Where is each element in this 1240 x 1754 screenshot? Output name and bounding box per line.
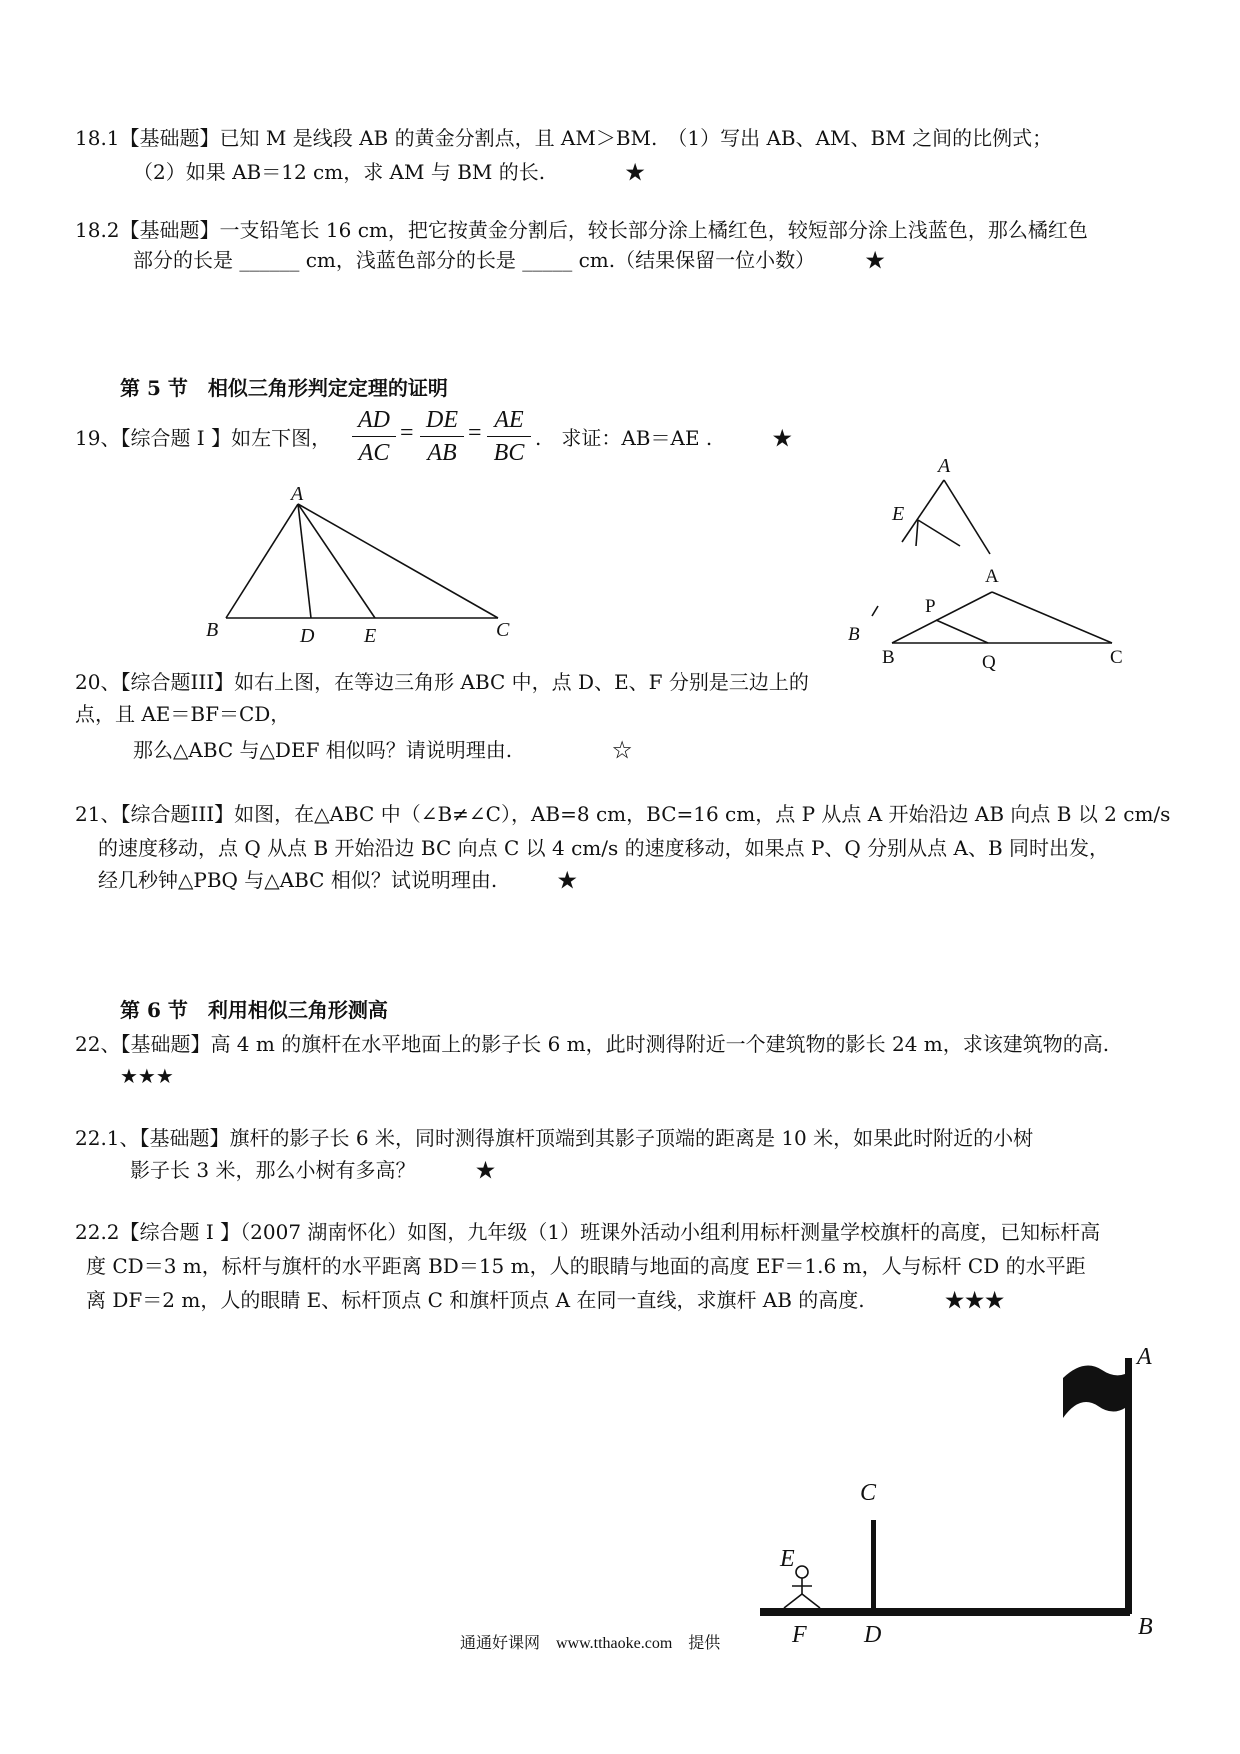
- q20-line1: 20、【综合题III】如右上图，在等边三角形 ABC 中，点 D、E、F 分别是三边上的: [75, 670, 809, 694]
- q20-line2: 点，且 AE＝BF＝CD，: [75, 702, 291, 726]
- label-a: A: [291, 483, 304, 505]
- fraction-numerator: DE: [426, 407, 458, 433]
- label-a: A: [1137, 1344, 1152, 1370]
- segment-ab: [892, 592, 992, 643]
- segment-ac: [298, 504, 498, 618]
- label-e: E: [780, 1546, 795, 1572]
- q21-line1: 21、【综合题III】如图，在△ABC 中（∠B≠∠C），AB=8 cm，BC=16 cm，点 P 从点 A 开始沿边 AB 向点 B 以 2 cm/s: [75, 802, 1171, 826]
- fraction-bar: [420, 436, 464, 437]
- label-f: F: [792, 1622, 807, 1648]
- q18-2-line1: 18.2【基础题】一支铅笔长 16 cm，把它按黄金分割后，较长部分涂上橘红色，较短部分涂上浅蓝色，那么橘红色: [75, 218, 1088, 242]
- q19-prefix: 19、【综合题 I 】如左下图，: [75, 426, 332, 450]
- label-c: C: [860, 1480, 877, 1506]
- q22-2-line1: 22.2【综合题 I 】（2007 湖南怀化）如图，九年级（1）班课外活动小组利用标杆测量学校旗杆的高度，已知标杆高: [75, 1220, 1101, 1244]
- segment-ef: [916, 520, 918, 546]
- label-b: B: [206, 619, 219, 641]
- fraction-denominator: AC: [358, 440, 390, 466]
- label-d: D: [864, 1622, 882, 1648]
- fraction-denominator: BC: [493, 440, 525, 466]
- label-p: P: [925, 596, 936, 617]
- label-a: A: [938, 455, 951, 477]
- equilateral-triangle-figure-partial: [870, 450, 1010, 560]
- person-icon: [784, 1566, 820, 1608]
- label-a: A: [985, 566, 999, 587]
- q20-line3: 那么△ABC 与△DEF 相似吗？请说明理由. ☆: [133, 738, 633, 762]
- ground-line: [760, 1608, 1130, 1616]
- fraction-numerator: AD: [358, 407, 390, 433]
- q19-suffix: . 求证：AB＝AE . ★: [535, 426, 793, 450]
- segment-ac-partial: [944, 480, 990, 554]
- label-q: Q: [982, 652, 996, 673]
- equals-sign: =: [468, 420, 482, 446]
- fraction-ae-bc: [487, 405, 531, 468]
- fraction-denominator: AB: [427, 440, 457, 466]
- triangle-figure-abc: [200, 483, 520, 650]
- stray-mark: [872, 606, 878, 616]
- label-d: D: [300, 625, 315, 647]
- q18-1-line1: 18.1【基础题】已知 M 是线段 AB 的黄金分割点，且 AM＞BM. （1）写出 AB、AM、BM 之间的比例式；: [75, 126, 1053, 150]
- fraction-numerator: AE: [494, 407, 524, 433]
- segment-ed: [918, 520, 960, 546]
- fraction-bar: [352, 436, 396, 437]
- triangle-figure-pbq: [840, 560, 1130, 680]
- flagpole-figure: [740, 1330, 1160, 1660]
- q22-1-line2: 影子长 3 米，那么小树有多高？ ★: [130, 1158, 496, 1182]
- section-6-heading: 第 6 节 利用相似三角形测高: [120, 998, 388, 1022]
- marker-pole: [871, 1520, 876, 1610]
- label-b: B: [1138, 1614, 1153, 1640]
- q22-2-line2: 度 CD＝3 m，标杆与旗杆的水平距离 BD＝15 m，人的眼睛与地面的高度 EF＝1.6 m，人与标杆 CD 的水平距: [86, 1254, 1086, 1278]
- q22-stars: ★★★: [120, 1064, 174, 1088]
- label-e: E: [364, 625, 377, 647]
- fraction-ad-ac: [352, 405, 396, 468]
- flagpole: [1125, 1358, 1132, 1614]
- segment-ab: [226, 504, 298, 618]
- segment-pq: [936, 620, 988, 643]
- label-c: C: [496, 619, 510, 641]
- q22-1-line1: 22.1、【基础题】旗杆的影子长 6 米，同时测得旗杆顶端到其影子顶端的距离是 10 米，如果此时附近的小树: [75, 1126, 1034, 1150]
- footer-source: 通通好课网 www.tthaoke.com 提供: [460, 1635, 721, 1652]
- q22-2-line3: 离 DF＝2 m，人的眼睛 E、标杆顶点 C 和旗杆顶点 A 在同一直线，求旗杆 AB 的高度. ★★★: [86, 1288, 1005, 1312]
- section-5-heading: 第 5 节 相似三角形判定定理的证明: [120, 376, 448, 400]
- flag-icon: [1063, 1366, 1125, 1419]
- label-b-partial: B: [848, 624, 860, 645]
- fraction-bar: [487, 436, 531, 437]
- label-b: B: [882, 647, 895, 668]
- equals-sign: =: [400, 420, 414, 446]
- q18-2-line2: 部分的长是 ______ cm，浅蓝色部分的长是 _____ cm.（结果保留一位小数） ★: [133, 248, 886, 272]
- q21-line2: 的速度移动，点 Q 从点 B 开始沿边 BC 向点 C 以 4 cm/s 的速度移动，如果点 P、Q 分别从点 A、B 同时出发，: [98, 836, 1110, 860]
- segment-ac: [992, 592, 1112, 643]
- q18-1-line2: （2）如果 AB＝12 cm，求 AM 与 BM 的长. ★: [133, 160, 646, 184]
- label-e: E: [892, 503, 905, 525]
- q21-line3: 经几秒钟△PBQ 与△ABC 相似？试说明理由. ★: [98, 868, 578, 892]
- q22-line1: 22、【基础题】高 4 m 的旗杆在水平地面上的影子长 6 m，此时测得附近一个建筑物的影长 24 m，求该建筑物的高.: [75, 1032, 1110, 1056]
- label-c: C: [1110, 647, 1123, 668]
- fraction-de-ab: [420, 405, 464, 468]
